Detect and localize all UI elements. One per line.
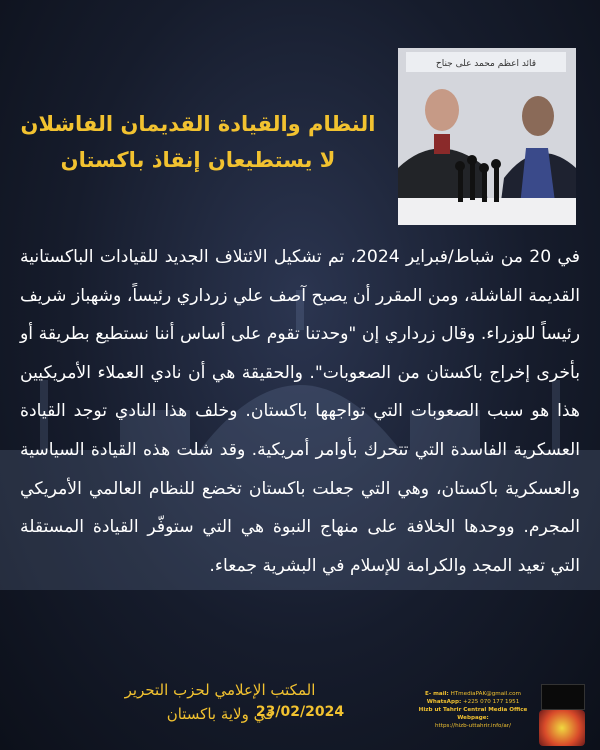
- contact-info: [408, 690, 538, 730]
- webpage-link[interactable]: https://hizb-uttahrir.info/ar/: [435, 723, 511, 729]
- webpage-label: Hizb ut Tahrir Central Media Office Webpage:: [418, 707, 528, 721]
- flag-logo-icon: [541, 684, 585, 710]
- whatsapp-label: WhatsApp:: [426, 699, 462, 705]
- article-title: [18, 106, 378, 178]
- office-line-2: في ولاية باكستان: [166, 705, 274, 723]
- email-link[interactable]: HTmediaPAK@gmail.com: [450, 691, 521, 697]
- email-label: E- mail:: [425, 691, 449, 697]
- title-line-1: النظام والقيادة القديمان الفاشلان: [20, 112, 376, 136]
- email-row: [408, 690, 538, 698]
- publish-date: 23/02/2024: [255, 704, 345, 720]
- whatsapp-row: [408, 698, 538, 706]
- office-line-1: المكتب الإعلامي لحزب التحرير: [124, 681, 316, 699]
- press-conference-photo: [398, 48, 576, 225]
- photo-sign-text: قائد اعظم محمد علی جناح: [435, 59, 537, 69]
- whatsapp-number[interactable]: +225 070 177 1951: [463, 699, 520, 705]
- title-line-2: لا يستطيعان إنقاذ باكستان: [60, 148, 336, 172]
- article-body: في 20 من شباط/فبراير 2024، تم تشكيل الائتلاف الجديد للقيادات الباكستانية القديمة الفاشلة، ومن المقرر أن يصبح آصف علي زرداري رئيساً، وشهباز شريف رئيساً للوزراء. وقال زرداري إن "وحدتنا تقوم على أساس أننا نستطيع بطريقة أو بأخرى إخراج باكستان من الصعوبات". والحقيقة هي أن نادي العملاء الأمريكيين هذا هو سبب الصعوبات التي تواجهها باكستان. وخلف هذا النادي توجد القيادة العسكرية الفاسدة التي تتحرك بأوامر أمريكية. وقد شلت هذه القيادة السياسية والعسكرية باكستان، وهي التي جعلت باكستان تخضع للنظام العالمي الأمريكي المجرم. ووحدها الخلافة على منهاج النبوة هي التي ستوفّر القيادة المستقلة التي تعيد المجد والكرامة للإسلام في البشرية جمعاء.: [20, 247, 580, 576]
- photo-illustration: [398, 48, 576, 225]
- media-office-logo-icon: [539, 710, 585, 746]
